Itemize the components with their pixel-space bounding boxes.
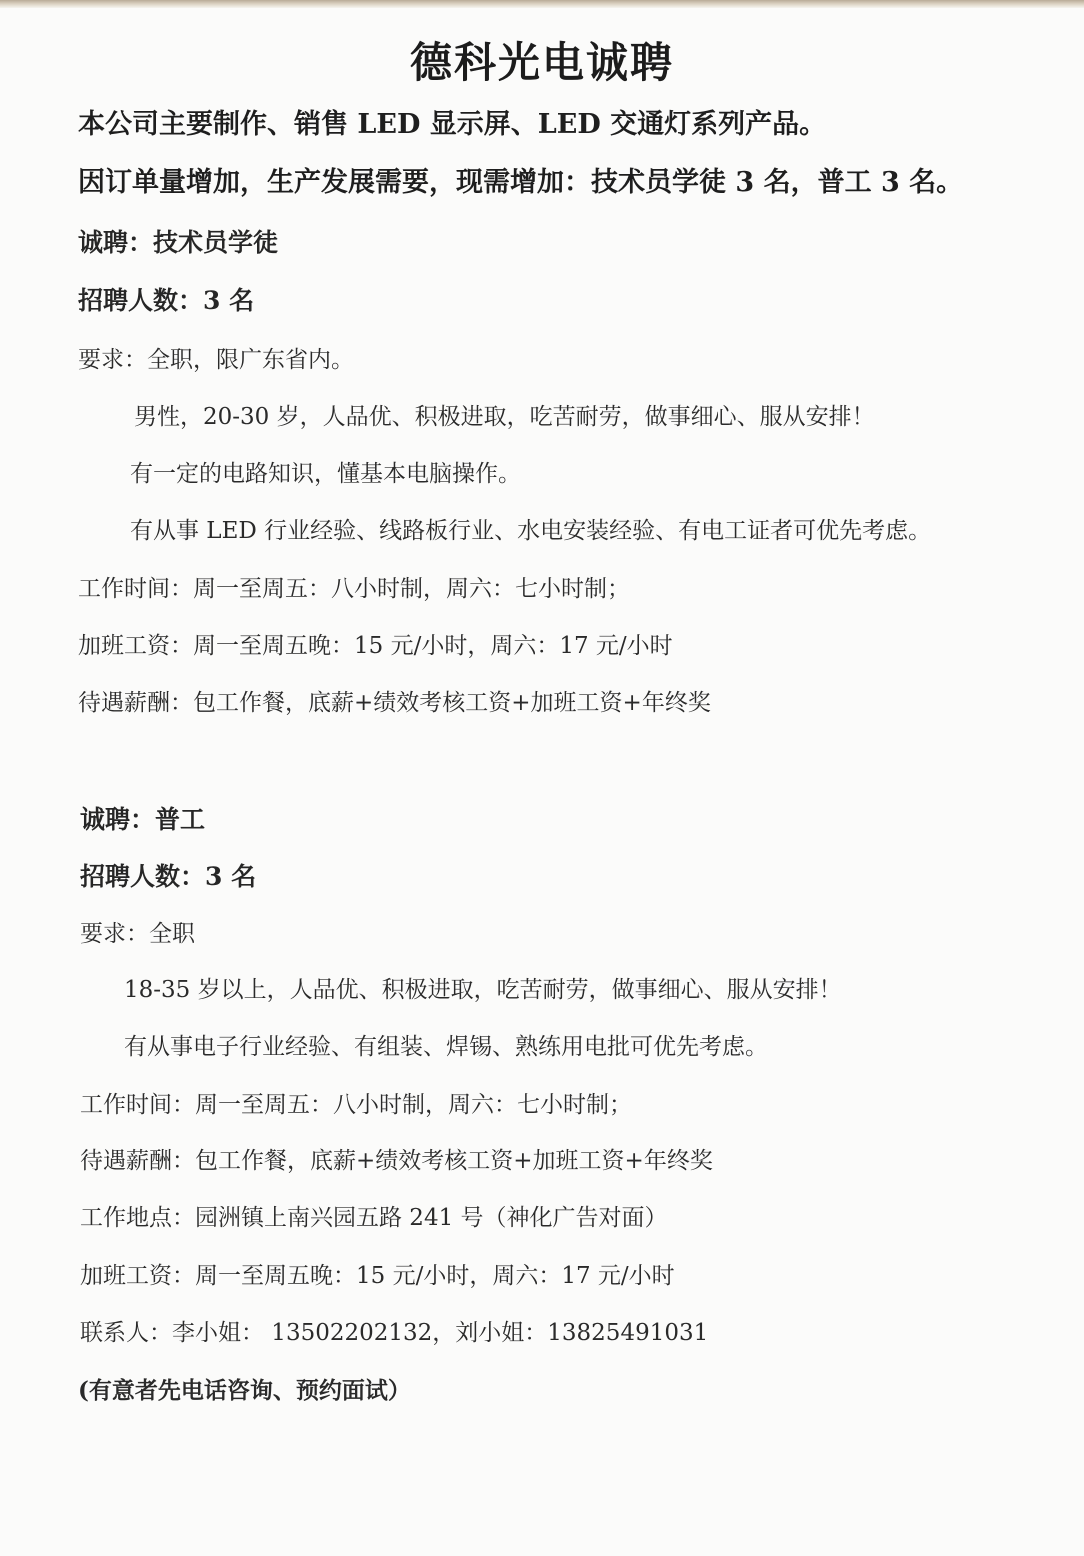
job1-work-time: 工作时间：周一至周五：八小时制，周六：七小时制； — [78, 576, 630, 602]
job2-location: 工作地点：园洲镇上南兴园五路 241 号（神化广告对面） — [80, 1205, 668, 1231]
job1-heading: 诚聘：技术员学徒 — [78, 228, 279, 257]
job2-work-time: 工作时间：周一至周五：八小时制，周六：七小时制； — [80, 1092, 632, 1118]
job2-benefits: 待遇薪酬：包工作餐，底薪+绩效考核工资+加班工资+年终奖 — [80, 1148, 713, 1174]
job1-req-line-1: 男性，20-30 岁，人品优、积极进取，吃苦耐劳，做事细心、服从安排！ — [134, 404, 875, 430]
job1-requirement: 要求：全职，限广东省内。 — [78, 347, 354, 373]
job2-overtime-pay: 加班工资：周一至周五晚：15 元/小时，周六：17 元/小时 — [80, 1263, 675, 1289]
job2-req-line-1: 18-35 岁以上，人品优、积极进取，吃苦耐劳，做事细心、服从安排！ — [124, 977, 842, 1003]
job1-count: 招聘人数：3 名 — [78, 286, 255, 315]
page-title: 德科光电诚聘 — [409, 38, 674, 87]
job1-overtime-pay: 加班工资：周一至周五晚：15 元/小时，周六：17 元/小时 — [78, 633, 673, 659]
job2-count: 招聘人数：3 名 — [80, 862, 257, 891]
job2-requirement: 要求：全职 — [80, 921, 195, 947]
job2-req-line-2: 有从事电子行业经验、有组装、焊锡、熟练用电批可优先考虑。 — [124, 1034, 768, 1060]
intro-line-2: 因订单量增加，生产发展需要，现需增加：技术员学徒 3 名，普工 3 名。 — [78, 167, 964, 198]
contact-info: 联系人：李小姐： 13502202132，刘小姐：13825491031 — [80, 1320, 709, 1346]
page-top-edge — [0, 0, 1084, 8]
job1-req-line-2: 有一定的电路知识，懂基本电脑操作。 — [130, 461, 521, 487]
footer-note: (有意者先电话咨询、预约面试） — [78, 1377, 411, 1404]
job1-benefits: 待遇薪酬：包工作餐，底薪+绩效考核工资+加班工资+年终奖 — [78, 690, 711, 716]
intro-line-1: 本公司主要制作、销售 LED 显示屏、LED 交通灯系列产品。 — [78, 109, 827, 140]
job2-heading: 诚聘：普工 — [80, 805, 206, 834]
job1-req-line-3: 有从事 LED 行业经验、线路板行业、水电安装经验、有电工证者可优先考虑。 — [130, 518, 932, 544]
